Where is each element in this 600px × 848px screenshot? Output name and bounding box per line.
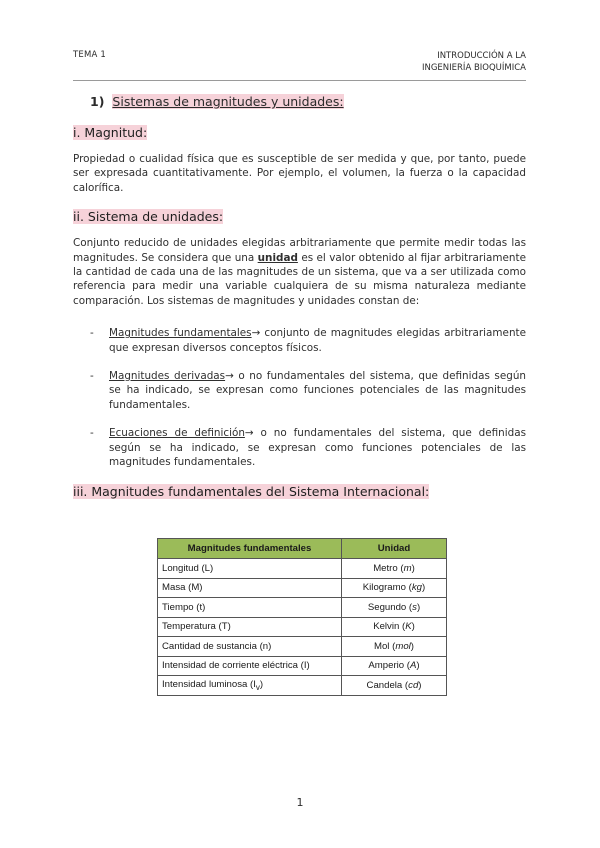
table-row (158, 578, 447, 598)
cell-unidad: Kelvin (K) (342, 617, 447, 637)
header-topic: TEMA 1 (73, 50, 107, 60)
term-label: Ecuaciones de definición (109, 427, 245, 440)
cell-magnitud: Temperatura (T) (158, 617, 342, 637)
cell-unidad: Amperio (A) (342, 656, 447, 676)
magnitud-text: Propiedad o cualidad física que es susceptible de ser medida y que, por tanto, puede ser expresada cuantitativamente. Por ejemplo, el volumen, la fuerza o la capacidad calorífica. (73, 153, 526, 194)
list-item: - Ecuaciones de definición→ o no fundamentales del sistema, que definidas según se ha indicado, se expresan como funciones potenciales de las magnitudes fundamentales. (90, 427, 526, 469)
cell-magnitud: Cantidad de sustancia (n) (158, 637, 342, 657)
cell-unidad: Mol (mol) (342, 637, 447, 657)
page-content (73, 94, 526, 499)
sistema-text: Conjunto reducido de unidades elegidas arbitrariamente que permite medir todas las magnitudes. Se considera que una unidad es el valor obtenido al fijar arbitrariamente la cantidad de cada una de las magnitudes de un sistema, que va a ser utilizada como referencia para medir una variable cualquiera de su misma naturaleza mediante comparación. Los sistemas de magnitudes y unidades constan de: (73, 237, 526, 307)
magnitud-heading: i. Magnitud: (73, 125, 148, 140)
header-divider (73, 80, 526, 81)
section-number: 1) (90, 94, 105, 109)
list-item: - Magnitudes derivadas→ o no fundamentales del sistema, que definidas según se ha indicado, se expresan como funciones potenciales de las magnitudes fundamentales. (90, 370, 527, 411)
column-header-magnitudes: Magnitudes fundamentales (158, 539, 342, 559)
table-row (158, 598, 447, 618)
column-header-unidad: Unidad (342, 539, 447, 559)
cell-magnitud: Intensidad luminosa $(I_v)$ (158, 676, 342, 696)
cell-unidad: Metro (m) (342, 559, 447, 579)
table-header-row (158, 539, 447, 559)
list-item: - Magnitudes fundamentales→ conjunto de magnitudes elegidas arbitrariamente que expresan diversos conceptos físicos. (90, 327, 526, 354)
cell-magnitud: Masa (M) (158, 578, 342, 598)
table-row (158, 656, 447, 676)
table-row (158, 676, 447, 696)
arrow-icon: → (244, 427, 254, 440)
cell-magnitud: Tiempo (t) (158, 598, 342, 618)
si-heading: iii. Magnitudes fundamentales del Sistema Internacional: (73, 483, 430, 499)
section-title (90, 94, 526, 109)
section-title-text: Sistemas de magnitudes y unidades: (112, 94, 344, 109)
cell-unidad: Candela (cd) (342, 676, 447, 696)
arrow-icon: → (251, 327, 261, 340)
table-row (158, 617, 447, 637)
si-table-wrapper (157, 538, 447, 696)
cell-magnitud: Longitud (L) (158, 559, 342, 579)
header-subject-line1: INTRODUCCIÓN A LA (437, 51, 526, 61)
cell-unidad: Kilogramo (kg) (342, 578, 447, 598)
si-units-table (157, 538, 447, 696)
header-subject-line2: INGENIERÍA BIOQUÍMICA (421, 63, 526, 73)
table-row (158, 559, 447, 579)
arrow-icon: → (225, 370, 234, 383)
sistema-heading: ii. Sistema de unidades: (73, 209, 224, 225)
header-subject (422, 50, 526, 74)
page-number: 1 (296, 796, 304, 809)
components-list (73, 326, 526, 469)
unidad-keyword: unidad (257, 251, 298, 264)
cell-unidad: Segundo (s) (342, 598, 447, 618)
cell-magnitud: Intensidad de corriente eléctrica (I) (158, 656, 342, 676)
table-row (158, 637, 447, 657)
term-label: Magnitudes derivadas (109, 370, 226, 383)
term-label: Magnitudes fundamentales (109, 327, 252, 340)
